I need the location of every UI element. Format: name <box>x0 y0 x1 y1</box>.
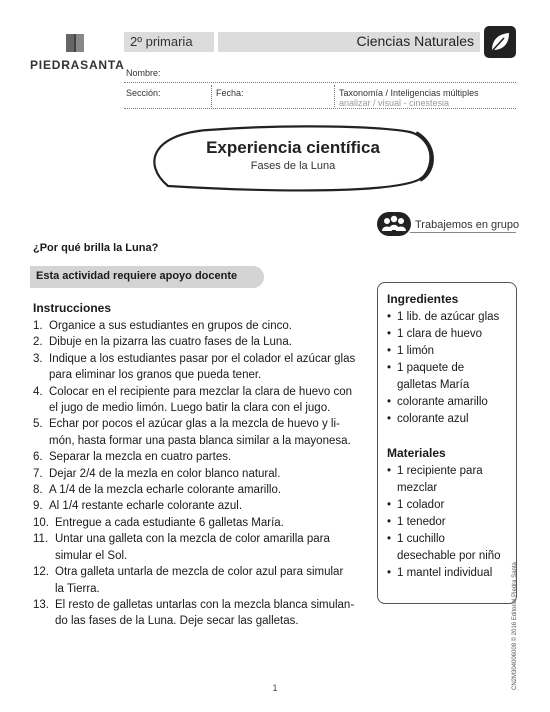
instruction-text: la Tierra. <box>55 582 100 595</box>
material-item-text: 1 colador <box>397 499 445 511</box>
instruction-text: Colocar en el recipiente para mezclar la clara de huevo con <box>49 385 352 398</box>
publisher-name: PIEDRASANTA <box>30 58 125 72</box>
instruction-number: 10. <box>33 516 49 529</box>
instruction-item <box>33 498 373 514</box>
instruction-number: 11. <box>33 533 49 546</box>
taxonomy-values: analizar / visual - cinestesia <box>339 98 450 108</box>
instruction-number: 12. <box>33 566 49 579</box>
date-field-label: Fecha: <box>216 88 244 98</box>
instruction-item <box>33 416 373 449</box>
leaf-icon <box>484 26 516 58</box>
instruction-number: 1. <box>33 320 43 332</box>
instruction-number: 5. <box>33 418 43 431</box>
instruction-item <box>33 318 373 334</box>
instruction-item <box>33 515 373 531</box>
material-item-text: mezclar <box>397 482 438 494</box>
instruction-item <box>33 482 373 498</box>
material-item <box>387 531 515 565</box>
instruction-text: El resto de galletas untarlas con la mezcla blanca simulan- <box>55 598 355 611</box>
instruction-number: 3. <box>33 352 43 365</box>
instruction-item <box>33 466 373 482</box>
divider <box>334 85 335 107</box>
divider <box>211 85 212 107</box>
material-item <box>387 565 515 582</box>
ingredient-item <box>387 394 515 411</box>
ingredient-item-text: 1 lib. de azúcar glas <box>397 311 500 323</box>
group-underline <box>410 232 516 233</box>
subject-label: Ciencias Naturales <box>356 33 474 49</box>
ingredient-item-text: galletas María <box>397 379 470 391</box>
section-field-label: Sección: <box>126 88 161 98</box>
instruction-text: Al 1/4 restante echarle colorante azul. <box>49 500 243 513</box>
instruction-text: Echar por pocos el azúcar glas a la mezcla de huevo y li- <box>49 418 340 431</box>
subject-bar <box>218 32 480 52</box>
ingredient-item-text: 1 clara de huevo <box>397 328 483 340</box>
instruction-number: 7. <box>33 467 43 480</box>
instruction-number: 6. <box>33 451 43 464</box>
instruction-text: A 1/4 de la mezcla echarle colorante amarillo. <box>49 484 282 497</box>
ingredient-item <box>387 411 515 428</box>
field-line <box>124 108 516 109</box>
ingredient-item <box>387 309 515 326</box>
instruction-text: Dibuje en la pizarra las cuatro fases de la Luna. <box>49 336 292 349</box>
instruction-item <box>33 449 373 465</box>
instruction-item <box>33 597 373 630</box>
taxonomy-label: Taxonomía / Inteligencias múltiples <box>339 88 479 98</box>
instruction-number: 2. <box>33 336 43 349</box>
instruction-text: do las fases de la Luna. Deje secar las galletas. <box>55 615 299 628</box>
material-item-text: 1 cuchillo <box>397 533 445 545</box>
instruction-text: Dejar 2/4 de la mezla en color blanco natural. <box>49 467 281 480</box>
material-item-text: desechable por niño <box>397 550 501 562</box>
instructions-heading: Instrucciones <box>33 301 112 315</box>
instruction-item <box>33 384 373 417</box>
ingredient-item <box>387 343 515 360</box>
page-subtitle: Fases de la Luna <box>250 160 336 172</box>
instruction-text: Organice a sus estudiantes en grupos de cinco. <box>49 320 292 332</box>
material-item <box>387 463 515 497</box>
instruction-item <box>33 531 373 564</box>
banner-swoosh <box>148 124 438 194</box>
instruction-text: Separar la mezcla en cuatro partes. <box>49 451 232 464</box>
support-note: Esta actividad requiere apoyo docente <box>36 270 238 282</box>
title-banner <box>148 124 438 194</box>
ingredient-item-text: colorante amarillo <box>397 396 488 408</box>
ingredient-item-text: 1 limón <box>397 345 435 357</box>
material-item-text: 1 recipiente para <box>397 465 483 477</box>
name-field-label: Nombre: <box>126 68 161 78</box>
group-work-label: Trabajemos en grupo <box>415 219 520 231</box>
support-note-bar <box>30 266 264 288</box>
page-title: Experiencia científica <box>206 138 380 157</box>
ingredient-item <box>387 326 515 343</box>
ingredient-item-text: 1 paquete de <box>397 362 465 374</box>
grade-label: 2º primaria <box>130 34 193 49</box>
instruction-text: Otra galleta untarla de mezcla de color azul para simular <box>55 566 344 579</box>
instruction-number: 9. <box>33 500 43 513</box>
book-logo-icon <box>64 32 86 54</box>
material-item <box>387 514 515 531</box>
instruction-text: para eliminar los granos que pueda tener. <box>49 369 262 382</box>
instruction-text: simular el Sol. <box>55 549 128 562</box>
instruction-item <box>33 334 373 350</box>
instruction-text: el jugo de medio limón. Luego batir la clara con el jugo. <box>49 402 331 415</box>
ingredients-box <box>377 282 517 604</box>
instruction-item <box>33 564 373 597</box>
name-line[interactable] <box>124 82 516 83</box>
instruction-number: 8. <box>33 484 43 497</box>
instruction-text: món, hasta formar una pasta blanca similar a la mayonesa. <box>49 434 351 447</box>
instruction-number: 4. <box>33 385 43 398</box>
grade-bar <box>124 32 214 52</box>
ingredient-item <box>387 360 515 394</box>
instruction-number: 13. <box>33 598 49 611</box>
ingredients-list <box>387 309 515 428</box>
materials-list <box>387 463 515 582</box>
instruction-item <box>33 351 373 384</box>
instruction-text: Indique a los estudiantes pasar por el colador el azúcar glas <box>49 352 356 365</box>
page-number: 1 <box>272 683 278 693</box>
ingredients-heading: Ingredientes <box>387 292 459 306</box>
material-item-text: 1 mantel individual <box>397 567 493 579</box>
ingredient-item-text: colorante azul <box>397 413 469 425</box>
material-item <box>387 497 515 514</box>
instruction-text: Entregue a cada estudiante 6 galletas María. <box>55 516 284 529</box>
credit-text: CN2M304006008 © 2016 Editorial Piedra Santa <box>512 562 518 690</box>
materials-heading: Materiales <box>387 446 446 460</box>
group-people-icon <box>377 212 411 236</box>
instructions-list <box>33 318 373 630</box>
question-heading: ¿Por qué brilla la Luna? <box>33 242 159 254</box>
material-item-text: 1 tenedor <box>397 516 446 528</box>
instruction-text: Untar una galleta con la mezcla de color amarilla para <box>55 533 330 546</box>
